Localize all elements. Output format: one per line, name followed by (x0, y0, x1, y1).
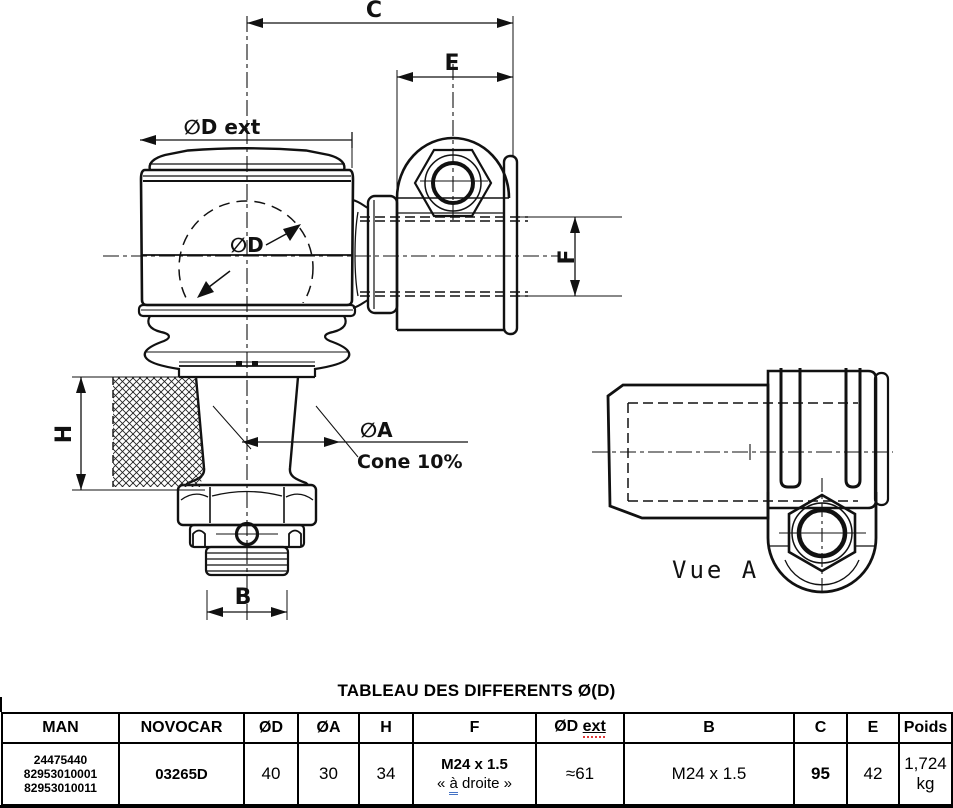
spec-table (1, 712, 953, 806)
col-header-h: H (359, 713, 413, 743)
dim-a-label: ∅A (360, 418, 393, 442)
hatched-section (113, 377, 204, 487)
table-data-row (2, 743, 952, 805)
col-header-d-ext (536, 713, 624, 743)
man-code: 82953010011 (24, 781, 97, 795)
dim-d-label: ∅D (230, 233, 264, 257)
col-header-f: F (413, 713, 536, 743)
col-header-man: MAN (2, 713, 119, 743)
dim-e-label: E (444, 51, 460, 76)
cell-c: 95 (794, 743, 847, 805)
cell-a: 30 (298, 743, 359, 805)
table-title: TABLEAU DES DIFFERENTS Ø(D) (337, 681, 616, 700)
vue-a-slot-1 (781, 368, 800, 487)
thread-direction: « à droite » (416, 774, 533, 794)
col-header-b: B (624, 713, 794, 743)
dimension-c (247, 16, 513, 156)
cell-h: 34 (359, 743, 413, 805)
dim-b-label: B (234, 585, 252, 610)
cell-e: 42 (847, 743, 899, 805)
clamp-connector (360, 138, 528, 334)
dim-h-label: H (52, 424, 77, 444)
cell-novocar: 03265D (119, 743, 244, 805)
cell-man-codes (2, 743, 119, 805)
dimension-e (397, 70, 513, 198)
cell-d: 40 (244, 743, 298, 805)
col-header-d: ØD (244, 713, 298, 743)
dim-f-label: F (555, 249, 580, 265)
vue-a-label: Vue A (672, 556, 760, 584)
dim-c-label: C (365, 0, 383, 23)
col-header-poids: Poids (899, 713, 952, 743)
col-header-e: E (847, 713, 899, 743)
cone-label: Cone 10% (357, 451, 463, 473)
centerlines (103, 16, 893, 622)
cell-poids: 1,724 kg (899, 743, 952, 805)
man-code: 24475440 (33, 753, 88, 767)
col-header-d-ext-prefix: ØD (554, 718, 579, 735)
col-header-d-ext-word: ext (583, 718, 606, 738)
thread-spec: M24 x 1.5 (441, 755, 508, 773)
dimension-a (213, 406, 468, 457)
dim-d-ext-label: ∅D ext (183, 115, 261, 139)
col-header-novocar: NOVOCAR (119, 713, 244, 743)
table-header-row (2, 713, 952, 743)
vue-a-slot-2 (846, 368, 860, 487)
col-header-a: ØA (298, 713, 359, 743)
cell-f (413, 743, 536, 805)
page-edge-mark (0, 697, 2, 712)
col-header-c: C (794, 713, 847, 743)
cell-b: M24 x 1.5 (624, 743, 794, 805)
cell-d-ext: ≈61 (536, 743, 624, 805)
man-code: 82953010001 (23, 767, 98, 781)
